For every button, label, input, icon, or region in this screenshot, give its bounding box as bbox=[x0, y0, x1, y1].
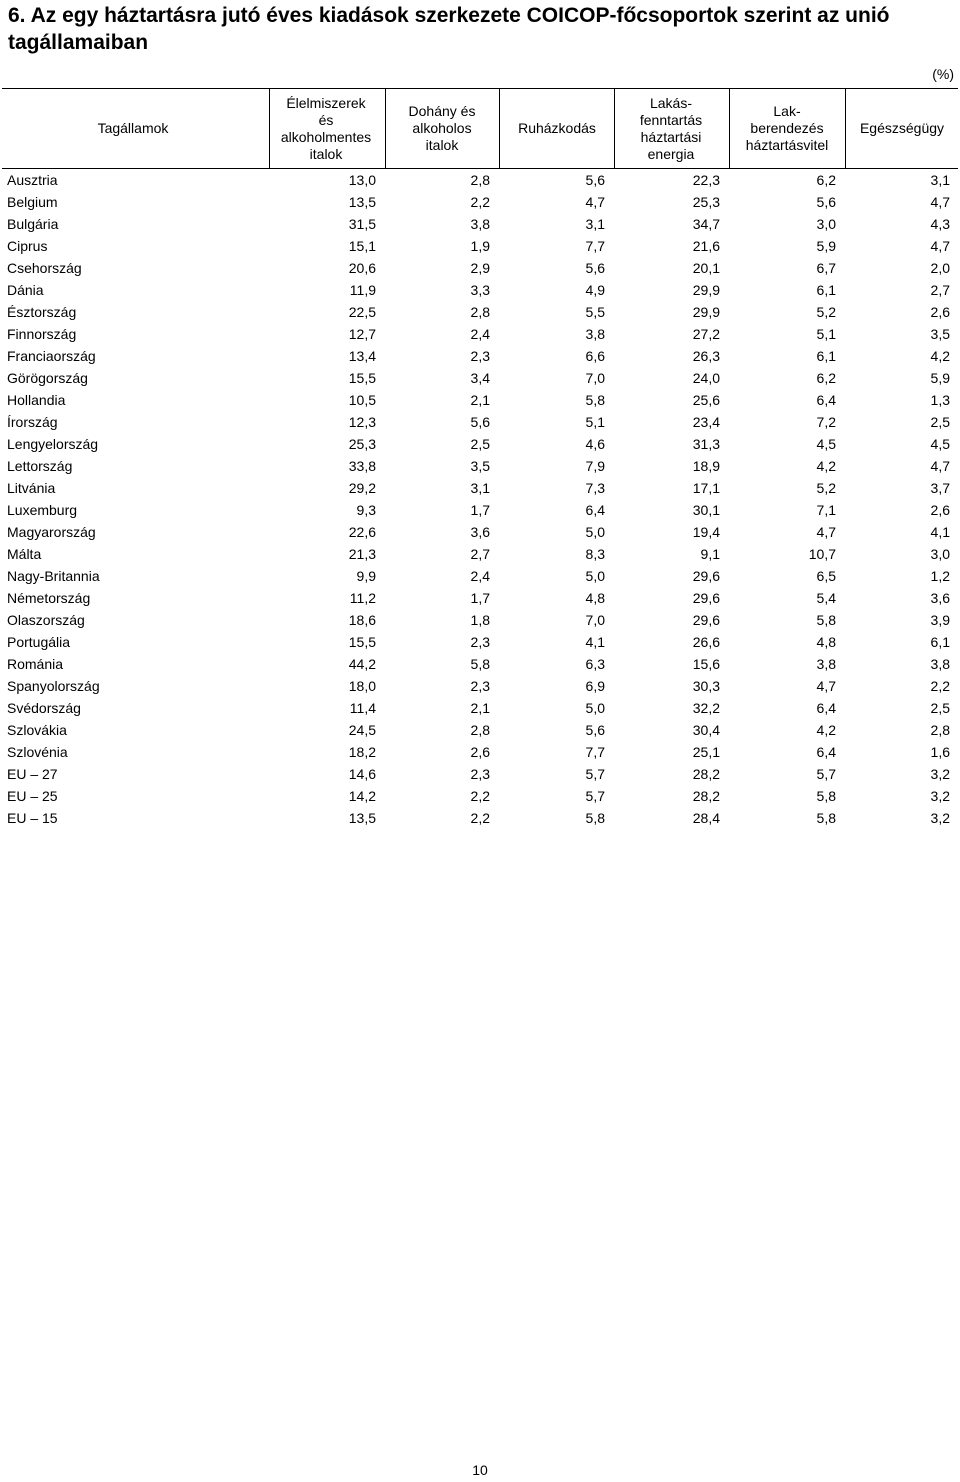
page-number: 10 bbox=[472, 1462, 488, 1478]
table-row bbox=[0, 587, 960, 609]
value-cell: 3,2 bbox=[930, 810, 950, 826]
column-header-tagallamok: Tagállamok bbox=[97, 120, 169, 136]
country-cell: Ciprus bbox=[7, 238, 48, 254]
value-cell: 6,2 bbox=[816, 172, 836, 188]
value-cell: 2,0 bbox=[930, 260, 950, 276]
table-row bbox=[0, 521, 960, 543]
value-cell: 5,1 bbox=[585, 414, 605, 430]
value-cell: 3,1 bbox=[470, 480, 490, 496]
value-cell: 3,8 bbox=[930, 656, 950, 672]
value-cell: 4,5 bbox=[816, 436, 836, 452]
value-cell: 23,4 bbox=[692, 414, 720, 430]
value-cell: 1,2 bbox=[930, 568, 950, 584]
value-cell: 2,2 bbox=[470, 194, 490, 210]
value-cell: 11,2 bbox=[349, 590, 376, 606]
table-row bbox=[0, 675, 960, 697]
value-cell: 13,5 bbox=[348, 194, 376, 210]
value-cell: 26,3 bbox=[692, 348, 720, 364]
value-cell: 2,3 bbox=[470, 766, 490, 782]
value-cell: 1,9 bbox=[470, 238, 490, 254]
value-cell: 18,0 bbox=[348, 678, 376, 694]
country-cell: Szlovénia bbox=[7, 744, 68, 760]
value-cell: 3,8 bbox=[585, 326, 605, 342]
table-row bbox=[0, 301, 960, 323]
table-row bbox=[0, 169, 960, 191]
table-row bbox=[0, 257, 960, 279]
value-cell: 2,3 bbox=[470, 634, 490, 650]
column-header-egeszsegugy: Egészségügy bbox=[859, 120, 945, 136]
value-cell: 4,7 bbox=[930, 458, 950, 474]
value-cell: 25,3 bbox=[348, 436, 376, 452]
value-cell: 5,0 bbox=[585, 700, 605, 716]
value-cell: 3,3 bbox=[470, 282, 490, 298]
country-cell: Lettország bbox=[7, 458, 73, 474]
value-cell: 4,2 bbox=[930, 348, 950, 364]
value-cell: 2,5 bbox=[930, 414, 950, 430]
value-cell: 12,3 bbox=[348, 414, 376, 430]
value-cell: 4,1 bbox=[585, 634, 605, 650]
table-row bbox=[0, 741, 960, 763]
value-cell: 4,7 bbox=[930, 194, 950, 210]
value-cell: 6,9 bbox=[585, 678, 605, 694]
value-cell: 6,5 bbox=[816, 568, 836, 584]
country-cell: Görögország bbox=[7, 370, 88, 386]
value-cell: 24,0 bbox=[692, 370, 720, 386]
value-cell: 20,1 bbox=[692, 260, 720, 276]
value-cell: 20,6 bbox=[348, 260, 376, 276]
value-cell: 5,6 bbox=[585, 722, 605, 738]
value-cell: 15,6 bbox=[692, 656, 720, 672]
value-cell: 5,9 bbox=[816, 238, 836, 254]
value-cell: 5,9 bbox=[930, 370, 950, 386]
value-cell: 9,1 bbox=[700, 546, 720, 562]
value-cell: 7,2 bbox=[816, 414, 836, 430]
country-cell: Málta bbox=[7, 546, 42, 562]
value-cell: 7,0 bbox=[585, 370, 605, 386]
country-cell: Hollandia bbox=[7, 392, 66, 408]
value-cell: 3,0 bbox=[816, 216, 836, 232]
value-cell: 5,6 bbox=[470, 414, 490, 430]
value-cell: 3,7 bbox=[930, 480, 950, 496]
table-row bbox=[0, 455, 960, 477]
value-cell: 6,4 bbox=[816, 392, 836, 408]
value-cell: 6,4 bbox=[816, 700, 836, 716]
value-cell: 28,2 bbox=[692, 766, 720, 782]
value-cell: 44,2 bbox=[348, 656, 376, 672]
country-cell: Ausztria bbox=[7, 172, 58, 188]
value-cell: 5,8 bbox=[470, 656, 490, 672]
country-cell: Nagy-Britannia bbox=[7, 568, 100, 584]
value-cell: 2,1 bbox=[470, 392, 490, 408]
value-cell: 3,2 bbox=[930, 766, 950, 782]
value-cell: 5,1 bbox=[816, 326, 836, 342]
value-cell: 9,3 bbox=[356, 502, 376, 518]
value-cell: 19,4 bbox=[692, 524, 720, 540]
value-cell: 2,8 bbox=[470, 172, 490, 188]
country-cell: EU – 27 bbox=[7, 766, 58, 782]
value-cell: 32,2 bbox=[692, 700, 720, 716]
country-cell: Írország bbox=[7, 414, 58, 430]
value-cell: 22,3 bbox=[692, 172, 720, 188]
value-cell: 5,8 bbox=[816, 612, 836, 628]
country-cell: Magyarország bbox=[7, 524, 96, 540]
value-cell: 5,5 bbox=[585, 304, 605, 320]
country-cell: Luxemburg bbox=[7, 502, 78, 518]
table-row bbox=[0, 411, 960, 433]
value-cell: 18,6 bbox=[348, 612, 376, 628]
value-cell: 13,5 bbox=[348, 810, 376, 826]
table-row bbox=[0, 499, 960, 521]
country-cell: Lengyelország bbox=[7, 436, 99, 452]
country-cell: Észtország bbox=[7, 304, 77, 320]
table-row bbox=[0, 807, 960, 829]
value-cell: 5,6 bbox=[585, 260, 605, 276]
value-cell: 2,5 bbox=[470, 436, 490, 452]
value-cell: 3,1 bbox=[930, 172, 950, 188]
value-cell: 24,5 bbox=[348, 722, 376, 738]
value-cell: 2,9 bbox=[470, 260, 490, 276]
value-cell: 6,7 bbox=[816, 260, 836, 276]
value-cell: 14,6 bbox=[348, 766, 376, 782]
value-cell: 6,1 bbox=[816, 282, 836, 298]
table-row bbox=[0, 433, 960, 455]
value-cell: 27,2 bbox=[692, 326, 720, 342]
value-cell: 5,8 bbox=[816, 810, 836, 826]
table-row bbox=[0, 367, 960, 389]
value-cell: 31,3 bbox=[692, 436, 720, 452]
value-cell: 4,9 bbox=[585, 282, 605, 298]
value-cell: 3,4 bbox=[470, 370, 490, 386]
value-cell: 14,2 bbox=[348, 788, 376, 804]
value-cell: 7,7 bbox=[585, 238, 605, 254]
table-row bbox=[0, 477, 960, 499]
value-cell: 6,3 bbox=[585, 656, 605, 672]
table-row bbox=[0, 191, 960, 213]
value-cell: 29,2 bbox=[348, 480, 376, 496]
value-cell: 15,1 bbox=[348, 238, 376, 254]
value-cell: 6,1 bbox=[930, 634, 950, 650]
country-cell: Litvánia bbox=[7, 480, 56, 496]
value-cell: 5,4 bbox=[816, 590, 836, 606]
value-cell: 5,8 bbox=[585, 810, 605, 826]
value-cell: 5,7 bbox=[585, 766, 605, 782]
value-cell: 30,3 bbox=[692, 678, 720, 694]
value-cell: 15,5 bbox=[348, 370, 376, 386]
table-row bbox=[0, 653, 960, 675]
value-cell: 6,4 bbox=[816, 744, 836, 760]
value-cell: 25,1 bbox=[692, 744, 720, 760]
value-cell: 4,5 bbox=[930, 436, 950, 452]
value-cell: 3,8 bbox=[816, 656, 836, 672]
column-header-lakasfenntartas: Lakás- fenntartás háztartási energia bbox=[639, 94, 703, 162]
value-cell: 22,5 bbox=[348, 304, 376, 320]
value-cell: 3,6 bbox=[470, 524, 490, 540]
value-cell: 3,5 bbox=[470, 458, 490, 474]
value-cell: 13,0 bbox=[348, 172, 376, 188]
value-cell: 2,2 bbox=[470, 788, 490, 804]
value-cell: 5,6 bbox=[816, 194, 836, 210]
column-header-dohany: Dohány és alkoholos italok bbox=[408, 103, 476, 153]
country-cell: Olaszország bbox=[7, 612, 85, 628]
table-row bbox=[0, 609, 960, 631]
value-cell: 2,7 bbox=[930, 282, 950, 298]
value-cell: 2,8 bbox=[930, 722, 950, 738]
value-cell: 11,4 bbox=[349, 700, 376, 716]
country-cell: Németország bbox=[7, 590, 91, 606]
value-cell: 22,6 bbox=[348, 524, 376, 540]
country-cell: Dánia bbox=[7, 282, 44, 298]
country-cell: Csehország bbox=[7, 260, 82, 276]
value-cell: 1,3 bbox=[930, 392, 950, 408]
value-cell: 18,9 bbox=[692, 458, 720, 474]
value-cell: 18,2 bbox=[348, 744, 376, 760]
value-cell: 5,2 bbox=[816, 480, 836, 496]
value-cell: 2,4 bbox=[470, 326, 490, 342]
table-row bbox=[0, 697, 960, 719]
value-cell: 4,8 bbox=[816, 634, 836, 650]
country-cell: Portugália bbox=[7, 634, 71, 650]
value-cell: 1,7 bbox=[470, 590, 490, 606]
table-row bbox=[0, 785, 960, 807]
value-cell: 4,7 bbox=[930, 238, 950, 254]
country-cell: EU – 25 bbox=[7, 788, 58, 804]
value-cell: 5,8 bbox=[816, 788, 836, 804]
value-cell: 29,6 bbox=[692, 568, 720, 584]
value-cell: 7,0 bbox=[585, 612, 605, 628]
value-cell: 2,2 bbox=[930, 678, 950, 694]
value-cell: 2,8 bbox=[470, 304, 490, 320]
value-cell: 5,0 bbox=[585, 524, 605, 540]
column-header-lakberendezes: Lak- berendezés háztartásvitel bbox=[745, 103, 829, 153]
country-cell: EU – 15 bbox=[7, 810, 58, 826]
value-cell: 2,2 bbox=[470, 810, 490, 826]
value-cell: 4,1 bbox=[930, 524, 950, 540]
table-row bbox=[0, 279, 960, 301]
value-cell: 29,6 bbox=[692, 612, 720, 628]
country-cell: Svédország bbox=[7, 700, 81, 716]
column-header-ruhazkodas: Ruházkodás bbox=[518, 120, 596, 136]
value-cell: 6,1 bbox=[816, 348, 836, 364]
value-cell: 7,7 bbox=[585, 744, 605, 760]
country-cell: Szlovákia bbox=[7, 722, 67, 738]
value-cell: 2,8 bbox=[470, 722, 490, 738]
value-cell: 2,7 bbox=[470, 546, 490, 562]
value-cell: 21,6 bbox=[692, 238, 720, 254]
country-cell: Bulgária bbox=[7, 216, 59, 232]
value-cell: 21,3 bbox=[348, 546, 376, 562]
table-row bbox=[0, 389, 960, 411]
data-table-body bbox=[0, 169, 960, 829]
value-cell: 3,2 bbox=[930, 788, 950, 804]
value-cell: 10,5 bbox=[348, 392, 376, 408]
country-cell: Franciaország bbox=[7, 348, 96, 364]
value-cell: 4,2 bbox=[816, 722, 836, 738]
value-cell: 1,8 bbox=[470, 612, 490, 628]
value-cell: 4,3 bbox=[930, 216, 950, 232]
value-cell: 3,0 bbox=[930, 546, 950, 562]
table-row bbox=[0, 631, 960, 653]
value-cell: 2,6 bbox=[930, 304, 950, 320]
value-cell: 33,8 bbox=[348, 458, 376, 474]
value-cell: 1,6 bbox=[930, 744, 950, 760]
value-cell: 4,7 bbox=[585, 194, 605, 210]
value-cell: 3,6 bbox=[930, 590, 950, 606]
value-cell: 26,6 bbox=[692, 634, 720, 650]
value-cell: 25,6 bbox=[692, 392, 720, 408]
value-cell: 5,7 bbox=[816, 766, 836, 782]
value-cell: 4,2 bbox=[816, 458, 836, 474]
value-cell: 2,5 bbox=[930, 700, 950, 716]
value-cell: 30,4 bbox=[692, 722, 720, 738]
table-row bbox=[0, 213, 960, 235]
unit-label: (%) bbox=[932, 66, 954, 82]
value-cell: 3,8 bbox=[470, 216, 490, 232]
page-title: 6. Az egy háztartásra jutó éves kiadások szerkezete COICOP-főcsoportok szerint az unió tagállamaiban bbox=[8, 4, 890, 54]
value-cell: 2,1 bbox=[470, 700, 490, 716]
table-row bbox=[0, 763, 960, 785]
value-cell: 4,8 bbox=[585, 590, 605, 606]
value-cell: 29,9 bbox=[692, 304, 720, 320]
value-cell: 5,8 bbox=[585, 392, 605, 408]
table-row bbox=[0, 565, 960, 587]
value-cell: 5,6 bbox=[585, 172, 605, 188]
value-cell: 6,4 bbox=[585, 502, 605, 518]
value-cell: 30,1 bbox=[692, 502, 720, 518]
value-cell: 34,7 bbox=[692, 216, 720, 232]
value-cell: 9,9 bbox=[356, 568, 376, 584]
value-cell: 13,4 bbox=[348, 348, 376, 364]
value-cell: 28,2 bbox=[692, 788, 720, 804]
value-cell: 7,9 bbox=[585, 458, 605, 474]
table-row bbox=[0, 323, 960, 345]
value-cell: 3,9 bbox=[930, 612, 950, 628]
value-cell: 1,7 bbox=[470, 502, 490, 518]
value-cell: 4,7 bbox=[816, 678, 836, 694]
value-cell: 8,3 bbox=[585, 546, 605, 562]
country-cell: Spanyolország bbox=[7, 678, 100, 694]
country-cell: Románia bbox=[7, 656, 64, 672]
value-cell: 4,7 bbox=[816, 524, 836, 540]
value-cell: 25,3 bbox=[692, 194, 720, 210]
value-cell: 2,3 bbox=[470, 678, 490, 694]
value-cell: 3,1 bbox=[585, 216, 605, 232]
value-cell: 28,4 bbox=[692, 810, 720, 826]
value-cell: 5,7 bbox=[585, 788, 605, 804]
value-cell: 2,6 bbox=[470, 744, 490, 760]
country-cell: Finnország bbox=[7, 326, 77, 342]
table-row bbox=[0, 719, 960, 741]
value-cell: 17,1 bbox=[692, 480, 720, 496]
value-cell: 2,6 bbox=[930, 502, 950, 518]
value-cell: 10,7 bbox=[808, 546, 836, 562]
table-row bbox=[0, 235, 960, 257]
value-cell: 11,9 bbox=[349, 282, 376, 298]
value-cell: 5,0 bbox=[585, 568, 605, 584]
country-cell: Belgium bbox=[7, 194, 58, 210]
table-row bbox=[0, 345, 960, 367]
value-cell: 31,5 bbox=[348, 216, 376, 232]
value-cell: 3,5 bbox=[930, 326, 950, 342]
value-cell: 7,3 bbox=[585, 480, 605, 496]
value-cell: 15,5 bbox=[348, 634, 376, 650]
value-cell: 29,9 bbox=[692, 282, 720, 298]
data-table bbox=[0, 169, 960, 829]
table-row bbox=[0, 543, 960, 565]
value-cell: 12,7 bbox=[348, 326, 376, 342]
column-header-elelmiszerek: Élelmiszerek és alkoholmentes italok bbox=[280, 94, 372, 162]
value-cell: 5,2 bbox=[816, 304, 836, 320]
value-cell: 2,4 bbox=[470, 568, 490, 584]
value-cell: 29,6 bbox=[692, 590, 720, 606]
value-cell: 2,3 bbox=[470, 348, 490, 364]
value-cell: 4,6 bbox=[585, 436, 605, 452]
value-cell: 6,6 bbox=[585, 348, 605, 364]
value-cell: 7,1 bbox=[816, 502, 836, 518]
value-cell: 6,2 bbox=[816, 370, 836, 386]
